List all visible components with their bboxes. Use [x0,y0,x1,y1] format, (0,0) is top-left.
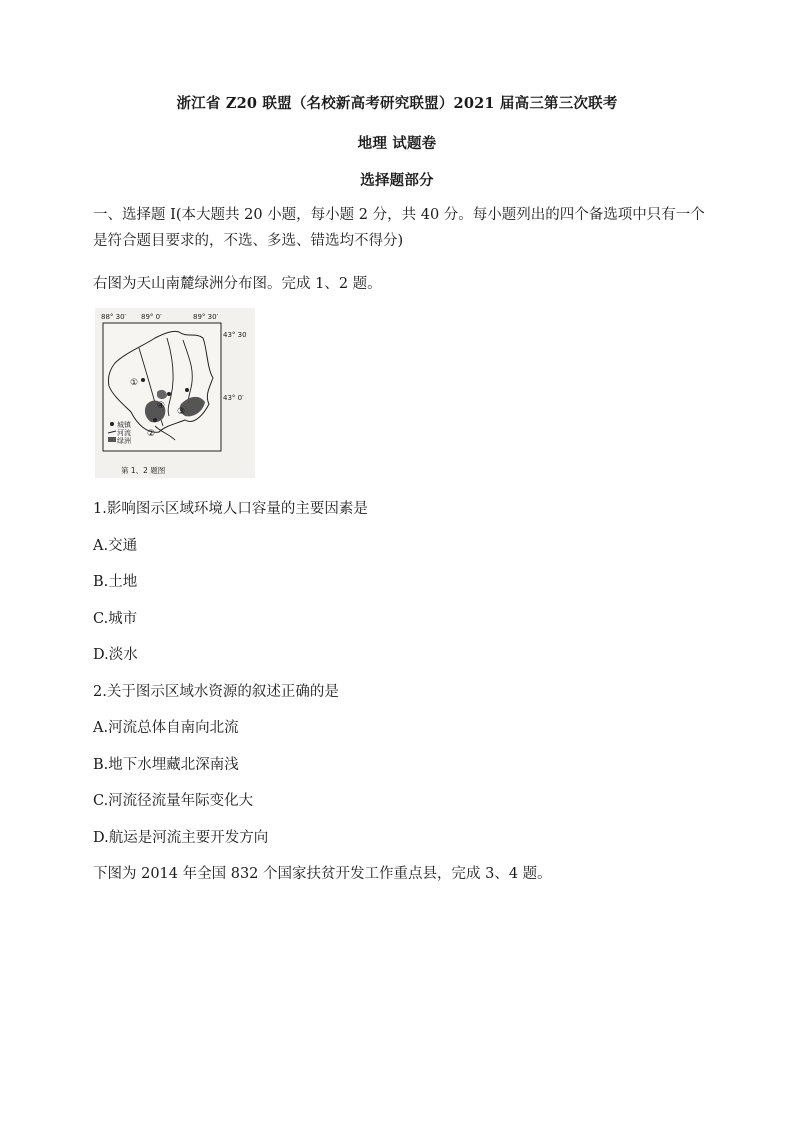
legend-label: 城镇 [117,421,131,429]
question-2-option-d: D.航运是河流主要开发方向 [93,830,269,846]
marker-label: ③ [177,407,186,417]
section-instructions: 一、选择题 I(本大题共 20 小题，每小题 2 分，共 40 分。每小题列出的四个备选项中只有一个是符合题目要求的，不选、多选、错选均不得分) [93,207,705,249]
question-intro-3-4: 下图为 2014 年全国 832 个国家扶贫开发工作重点县，完成 3、4 题。 [93,866,552,882]
map-caption: 第 1、2 题图 [121,466,166,475]
marker-label: ② [147,429,156,439]
lon-label: 88° 30′ [101,313,127,321]
town-dot [185,388,189,392]
question-2-option-b: B.地下水埋藏北深南浅 [93,757,239,773]
town-dot [167,392,171,396]
legend-label: 绿洲 [117,437,131,445]
subject-title: 地理 试题卷 [357,135,437,152]
question-2-option-a: A.河流总体自南向北流 [93,720,239,736]
question-1-stem: 1.影响图示区域环境人口容量的主要因素是 [93,501,368,517]
oasis-map-figure [95,308,255,478]
town-dot [141,378,145,382]
lon-label: 89° 30′ [193,313,219,321]
town-dot [153,418,157,422]
question-1-option-c: C.城市 [93,611,138,627]
legend-label: 河流 [117,429,131,437]
marker-label: ④ [157,401,166,411]
lat-label: 43° 30 [223,331,247,339]
exam-title: 浙江省 Z20 联盟（名校新高考研究联盟）2021 届高三第三次联考 [176,95,618,112]
legend-oasis-symbol [108,437,116,442]
part-title: 选择题部分 [360,172,434,189]
question-2-option-c: C.河流径流量年际变化大 [93,793,254,809]
question-1-option-d: D.淡水 [93,647,138,663]
lat-label: 43° 0′ [223,394,244,402]
legend-town-symbol [110,422,114,426]
question-2-stem: 2.关于图示区域水资源的叙述正确的是 [93,684,339,700]
marker-label: ① [130,378,139,388]
question-1-option-b: B.土地 [93,574,138,590]
lon-label: 89° 0′ [141,313,162,321]
question-intro-1-2: 右图为天山南麓绿洲分布图。完成 1、2 题。 [93,276,382,292]
question-1-option-a: A.交通 [93,538,138,554]
